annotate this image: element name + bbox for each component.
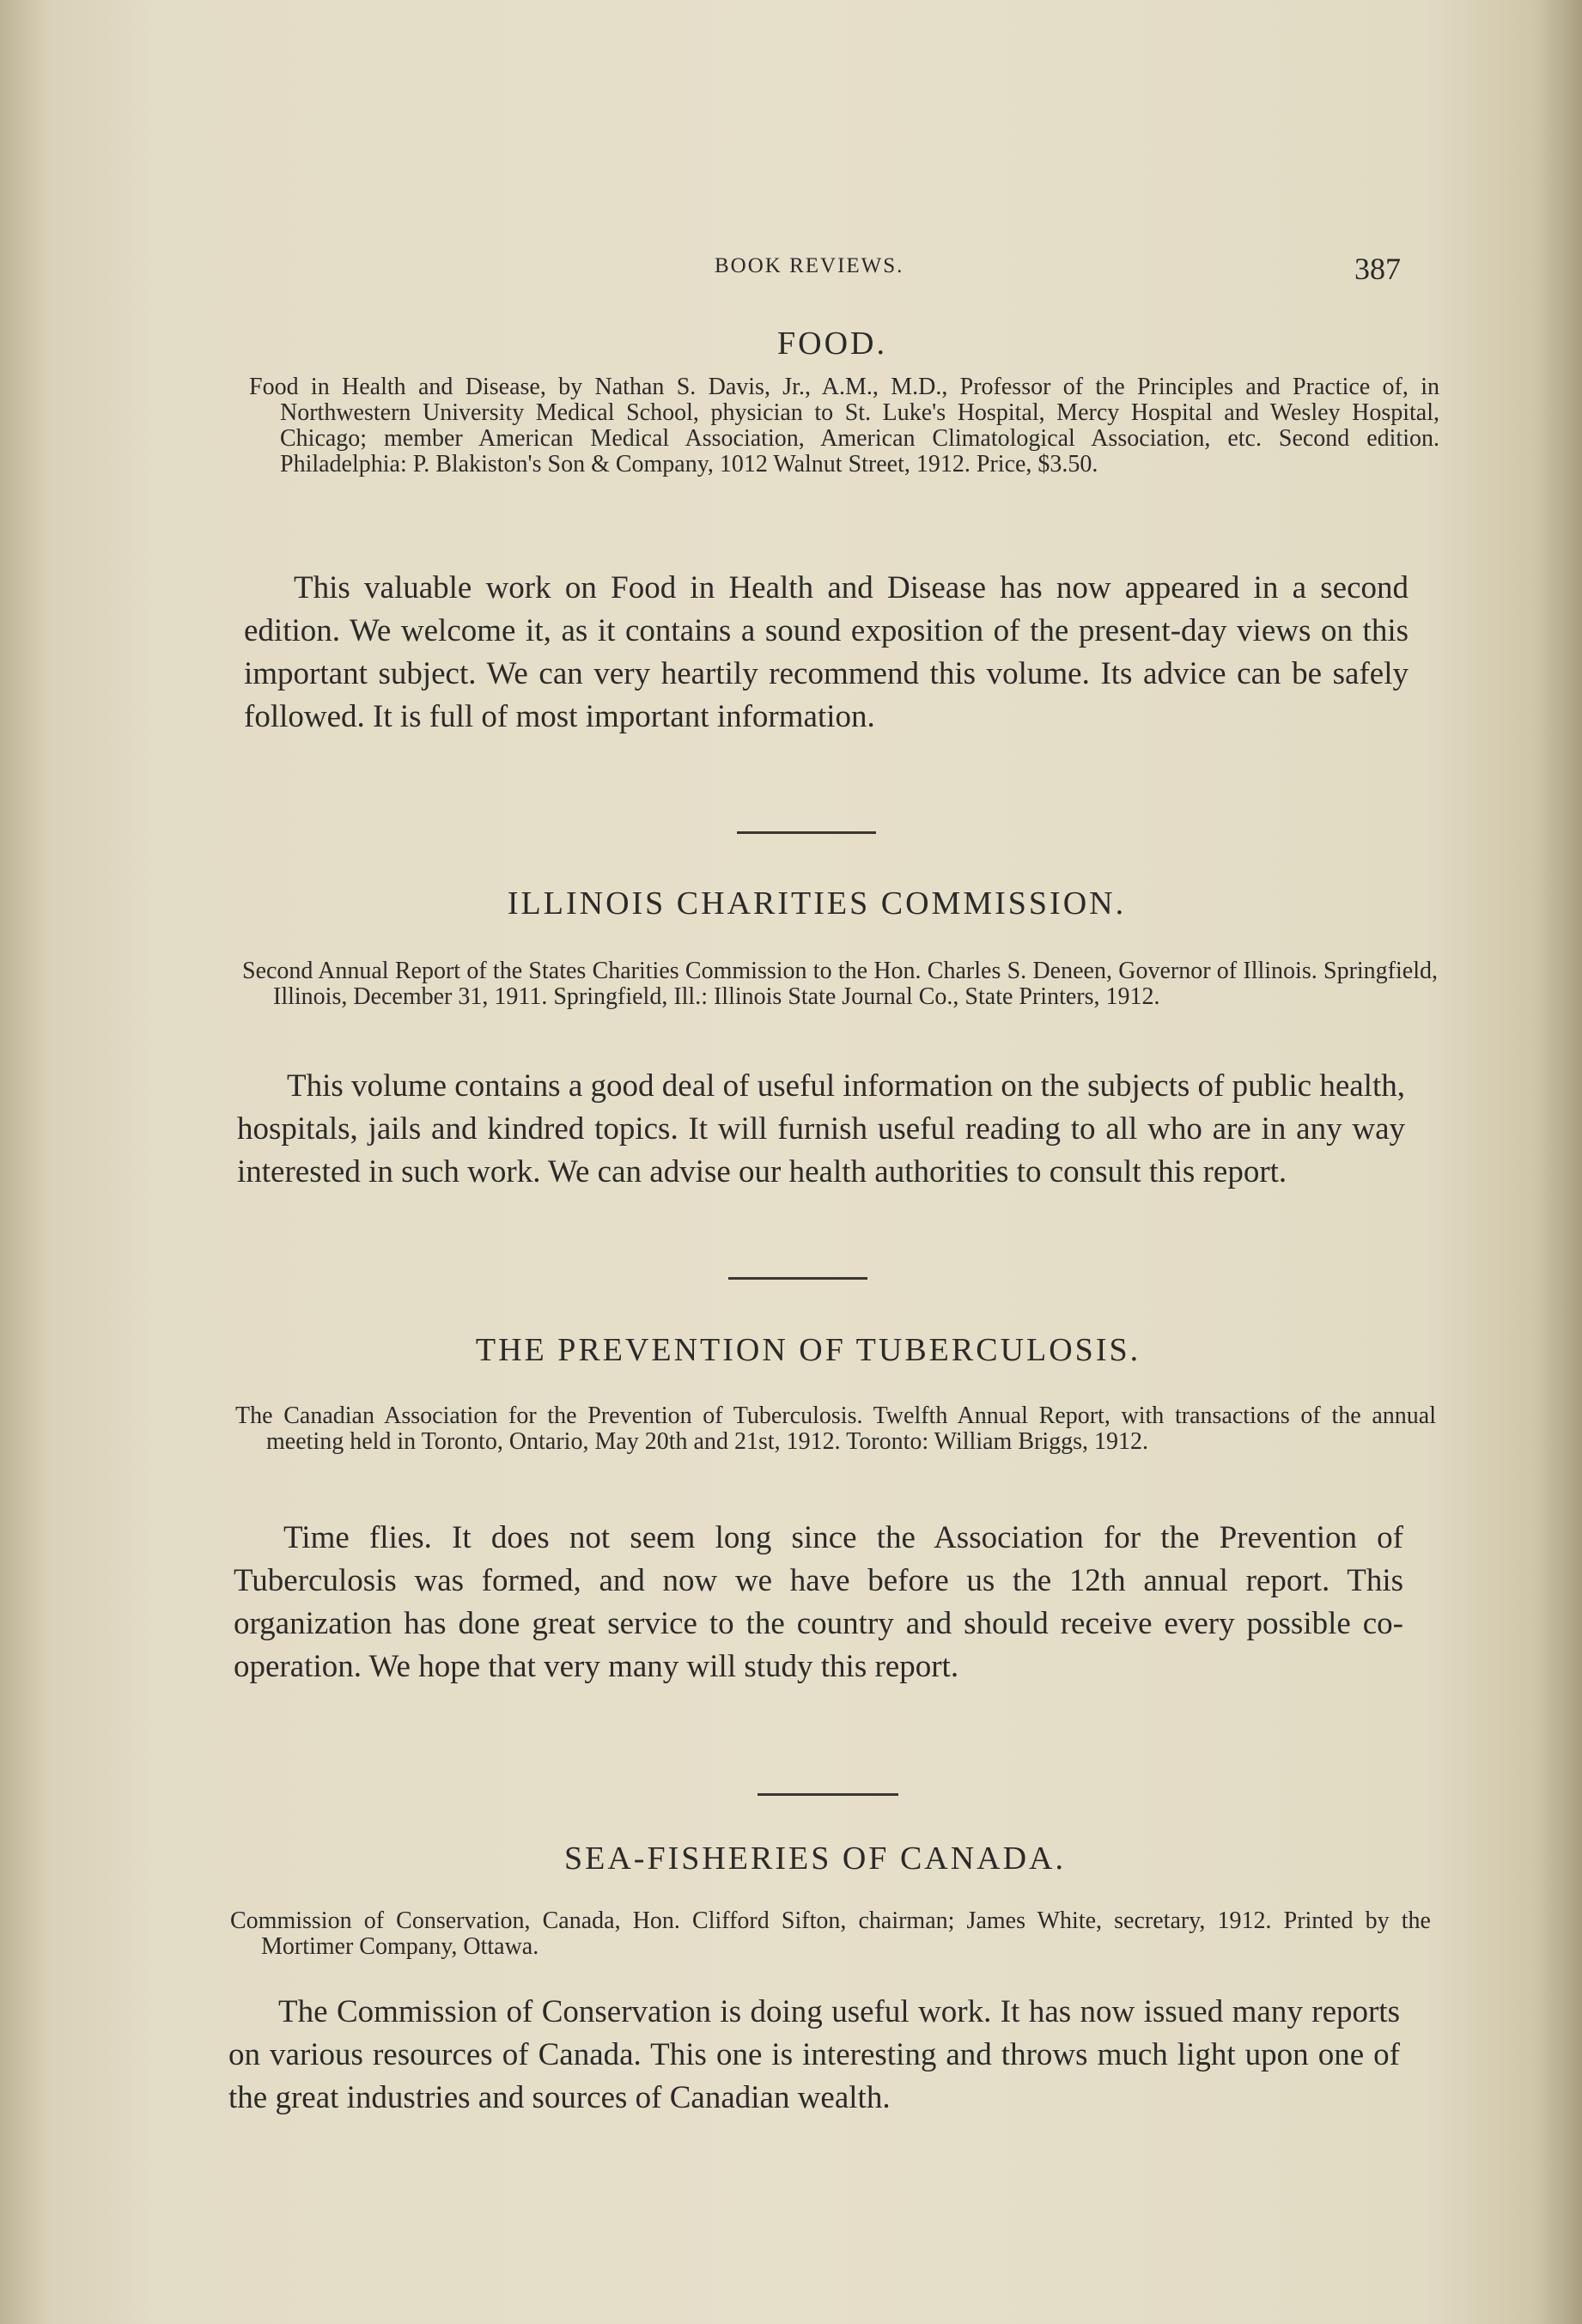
review-body: This valuable work on Food in Health and Disease has now appeared in a second edition. We welcome it, as it contains a sound exposition of the present-day views on this important subject. We can very heartily recommend this volume. Its advice can be safely followed. It is full of most important information. xyxy=(244,570,1409,734)
section-title: FOOD. xyxy=(777,325,887,362)
citation: Second Annual Report of the States Charities Commission to the Hon. Charles S. Deneen, Governor of Illinois. Springfield, Illinois, December 31, 1911. Springfield, Ill.: Illinois State Journal Co., State Printers, 1912. xyxy=(242,958,1438,1010)
citation: The Canadian Association for the Prevention of Tuberculosis. Twelfth Annual Report, with transactions of the annual meeting held in Toronto, Ontario, May 20th and 21st, 1912. Toronto: William Briggs, 1912. xyxy=(235,1402,1436,1455)
section-title: SEA-FISHERIES OF CANADA. xyxy=(564,1840,1066,1877)
review-body: The Commission of Conservation is doing useful work. It has now issued many reports on various resources of Canada. This one is interesting and throws much light upon one of the great industries and sources of Canadian wealth. xyxy=(228,1994,1400,2115)
review-food xyxy=(0,325,1582,734)
section-divider xyxy=(737,831,876,834)
page-header xyxy=(0,254,1582,289)
review-illinois-charities xyxy=(0,885,1582,1189)
section-divider xyxy=(758,1793,898,1796)
citation: Food in Health and Disease, by Nathan S. Davis, Jr., A.M., M.D., Professor of the Principles and Practice of, in Northwestern University Medical School, physician to St. Luke's Hospital, Mercy Hospital and Wesley Hospital, Chicago; member American Medical Association, American Climatological Association, etc. Second edition. Philadelphia: P. Blakiston's Son & Company, 1012 Walnut Street, 1912. Price, $3.50. xyxy=(249,374,1439,478)
review-body: This volume contains a good deal of useful information on the subjects of public health, hospitals, jails and kindred topics. It will furnish useful reading to all who are in any way interested in such work. We can advise our health authorities to consult this report. xyxy=(237,1068,1405,1189)
review-prevention-tuberculosis xyxy=(0,1331,1582,1684)
section-title: ILLINOIS CHARITIES COMMISSION. xyxy=(507,885,1127,922)
page-number: 387 xyxy=(1354,252,1401,286)
running-head: BOOK REVIEWS. xyxy=(715,254,904,277)
citation: Commission of Conservation, Canada, Hon. Clifford Sifton, chairman; James White, secretary, 1912. Printed by the Mortimer Company, Ottawa. xyxy=(230,1907,1431,1960)
review-sea-fisheries xyxy=(0,1840,1582,2115)
review-body: Time flies. It does not seem long since the Association for the Prevention of Tuberculosis was formed, and now we have before us the 12th annual report. This organization has done great service to the country and should receive every possible co-operation. We hope that very many will study this report. xyxy=(234,1520,1403,1684)
section-divider xyxy=(728,1277,867,1280)
section-title: THE PREVENTION OF TUBERCULOSIS. xyxy=(475,1332,1141,1368)
